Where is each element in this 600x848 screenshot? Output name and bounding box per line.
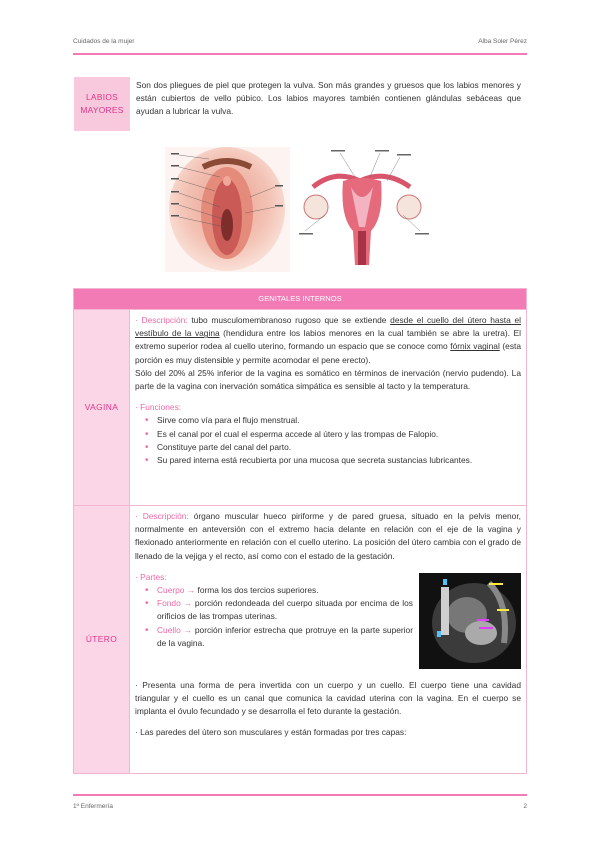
vagina-desc-b: (hendidura entre los labios menores en la cual también se abre la uretra). El extremo superior rodea al cuello uterino, formando un espacio que se conoce como bbox=[135, 328, 521, 352]
part-text: porción inferior estrecha que protruye en la parte superior de la vagina. bbox=[157, 624, 413, 648]
vagina-desc-a: tubo musculomembranoso rugoso que se extiende bbox=[187, 315, 391, 325]
utero-label: ÚTERO bbox=[74, 506, 130, 774]
vagina-desc-c: (esta porción es muy distensible y permite acomodar el pene erecto). bbox=[135, 341, 521, 365]
part-name: Cuerpo → bbox=[157, 585, 196, 596]
utero-description bbox=[135, 510, 521, 563]
list-item: • Su pared interna está recubierta por una mucosa que secreta sustancias lubricantes. bbox=[157, 454, 521, 467]
labios-table bbox=[73, 76, 527, 132]
genitales-internos-table bbox=[73, 288, 527, 774]
list-item: • Es el canal por el cual el esperma accede al útero y las trompas de Falopio. bbox=[157, 428, 521, 441]
vulva-and-uterus-illustration bbox=[165, 147, 435, 272]
list-item bbox=[157, 584, 521, 597]
vagina-label: VAGINA bbox=[74, 310, 130, 506]
list-item: • Sirve como vía para el flujo menstrual. bbox=[157, 414, 521, 427]
vagina-content bbox=[130, 310, 527, 506]
vagina-desc-title: · Descripción: bbox=[135, 315, 188, 325]
utero-desc-text: órgano muscular hueco piriforme y de pared gruesa, situado en la pelvis menor, normalmente en anteversión con el extremo hacia delante en relación con el eje de la vagina y flexionado anteriormente en relación con el cuello uterino. La posición del útero cambia con el grado de llenado de la vejiga y el recto, así como con el estado de la gestación. bbox=[135, 511, 521, 561]
part-name: Fondo → bbox=[157, 598, 192, 609]
vagina-innervation: Sólo del 20% al 25% inferior de la vagina es somático en términos de inervación (nervio pudendo). La parte de la vagina con inervación somática simpática es sensible al tacto y la temperatura. bbox=[135, 367, 521, 392]
header-rule bbox=[73, 53, 527, 55]
vagina-desc-underline-2: fórnix vaginal bbox=[450, 341, 500, 352]
part-text: porción redondeada del cuerpo situada por encima de los orificios de las trompas uterinas. bbox=[157, 598, 413, 622]
labios-text: Son dos pliegues de piel que protegen la vulva. Son más grandes y gruesos que los labios menores y están cubiertos de vello púbico. Los labios mayores también contienen glándulas sebáceas que ayudan a lubricar la vulva. bbox=[131, 77, 527, 132]
vagina-functions-title: · Funciones: bbox=[135, 402, 182, 413]
vagina-functions-list bbox=[135, 414, 521, 467]
header-right: Alba Soler Pérez bbox=[478, 38, 527, 45]
vagina-desc-underline-1: desde el cuello del útero hasta el vestíbulo de la vagina bbox=[135, 315, 522, 339]
part-name: Cuello → bbox=[157, 624, 192, 635]
internos-title: GENITALES INTERNOS bbox=[74, 289, 527, 310]
page-number: 2 bbox=[523, 803, 527, 810]
anatomy-illustrations bbox=[165, 147, 435, 272]
utero-walls-paragraph: · Las paredes del útero son musculares y están formadas por tres capas: bbox=[135, 727, 407, 738]
part-text: forma los dos tercios superiores. bbox=[195, 585, 319, 596]
labios-label-1: LABIOS bbox=[85, 91, 119, 102]
footer-left: 1º Enfermería bbox=[73, 803, 113, 810]
utero-desc-title: · Descripción: bbox=[135, 511, 189, 521]
list-item bbox=[157, 597, 521, 623]
utero-parts-list bbox=[135, 584, 521, 650]
list-item: • Constituye parte del canal del parto. bbox=[157, 441, 521, 454]
footer-rule bbox=[73, 794, 527, 796]
header-left: Cuidados de la mujer bbox=[73, 38, 135, 45]
utero-parts-title: · Partes: bbox=[135, 571, 167, 582]
labios-label bbox=[74, 77, 131, 132]
utero-shape-paragraph: · Presenta una forma de pera invertida con un cuerpo y un cuello. El cuerpo tiene una cavidad triangular y el cuello es un canal que comunica la cavidad uterina con la vagina. En el cuerpo se implanta el óvulo fecundado y se desarrolla el feto durante la gestación. bbox=[135, 679, 521, 717]
vagina-description bbox=[135, 314, 521, 367]
utero-content bbox=[130, 506, 527, 774]
labios-label-2: MAYORES bbox=[80, 105, 124, 115]
list-item bbox=[157, 624, 521, 650]
